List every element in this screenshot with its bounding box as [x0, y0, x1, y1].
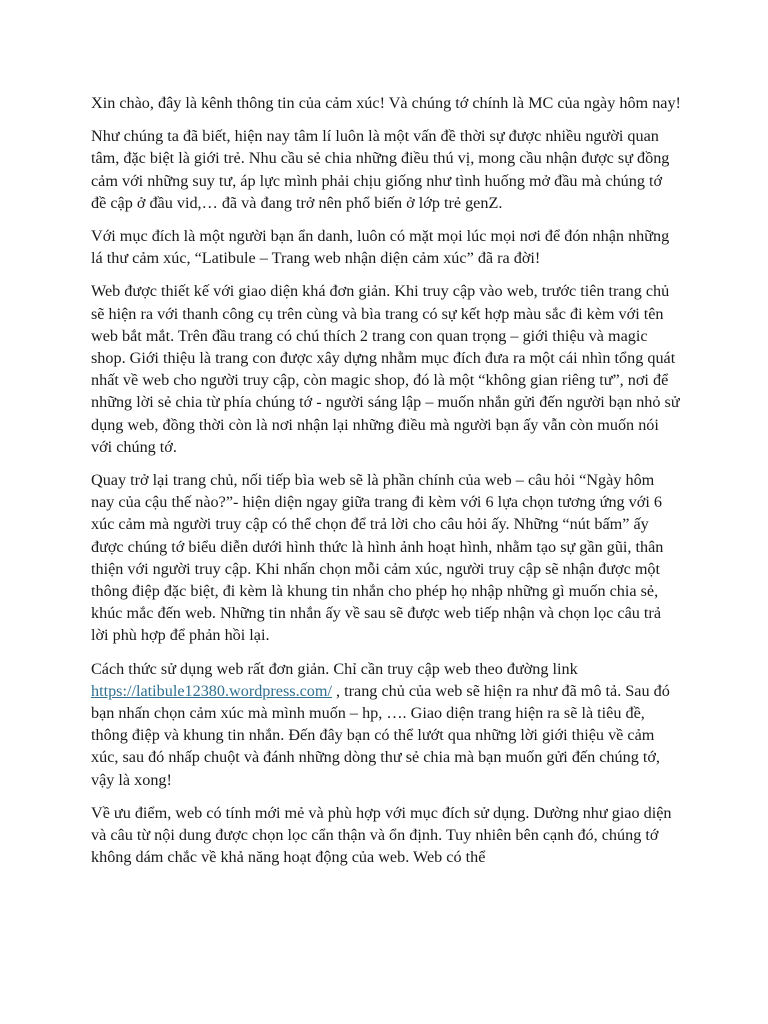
- paragraph-evaluation: Về ưu điểm, web có tính mới mẻ và phù hợp với mục đích sử dụng. Dường như giao diện và câu từ nội dung được chọn lọc cẩn thận và ổn định. Tuy nhiên bên cạnh đó, chúng tớ không dám chắc về khả năng hoạt động của web. Web có thể: [91, 803, 672, 867]
- paragraph-usage: [91, 658, 681, 791]
- usage-text-before-link: Cách thức sử dụng web rất đơn giản. Chỉ cần truy cập web theo đường link: [91, 659, 578, 678]
- usage-text-after-link: , trang chủ của web sẽ hiện ra như đã mô tả. Sau đó bạn nhấn chọn cảm xúc mà mình muốn – hp, …. Giao diện trang hiện ra sẽ là tiêu đề, thông điệp và khung tin nhắn. Đến đây bạn có thể lướt qua những lời giới thiệu về cảm xúc, sau đó nhấp chuột và đánh những dòng thư sẻ chia mà bạn muốn gửi đến chúng tớ, vậy là xong!: [91, 681, 670, 789]
- paragraph-design: Web được thiết kế với giao diện khá đơn giản. Khi truy cập vào web, trước tiên trang chủ sẽ hiện ra với thanh công cụ trên cùng và bìa trang có sự kết hợp màu sắc đi kèm với tên web bắt mắt. Trên đầu trang có chú thích 2 trang con quan trọng – giới thiệu và magic shop. Giới thiệu là trang con được xây dựng nhằm mục đích đưa ra một cái nhìn tổng quát nhất về web cho người truy cập, còn magic shop, đó là một “không gian riêng tư”, nơi để những lời sẻ chia từ phía chúng tớ - người sáng lập – muốn nhắn gửi đến người bạn nhỏ sử dụng web, đồng thời còn là nơi nhận lại những điều mà người bạn ấy vẫn còn muốn nói với chúng tớ.: [91, 282, 680, 456]
- paragraph-purpose: Với mục đích là một người bạn ẩn danh, luôn có mặt mọi lúc mọi nơi để đón nhận những lá thư cảm xúc, “Latibule – Trang web nhận diện cảm xúc” đã ra đời!: [91, 227, 670, 268]
- paragraph-greeting: Xin chào, đây là kênh thông tin của cảm xúc! Và chúng tớ chính là MC của ngày hôm nay!: [91, 94, 681, 112]
- paragraph-context: Như chúng ta đã biết, hiện nay tâm lí luôn là một vấn đề thời sự được nhiều người quan tâm, đặc biệt là giới trẻ. Nhu cầu sẻ chia những điều thú vị, mong cầu nhận được sự đồng cảm với những suy tư, áp lực mình phải chịu giống như tình huống mở đầu mà chúng tớ đề cập ở đầu vid,… đã và đang trở nên phổ biến ở lớp trẻ genZ.: [91, 127, 670, 212]
- document-body: [91, 92, 681, 880]
- website-link[interactable]: https://latibule12380.wordpress.com/: [91, 681, 332, 700]
- paragraph-homepage: Quay trở lại trang chủ, nối tiếp bìa web sẽ là phần chính của web – câu hỏi “Ngày hôm nay của cậu thế nào?”- hiện diện ngay giữa trang đi kèm với 6 lựa chọn tương ứng với 6 xúc cảm mà người truy cập có thể chọn để trả lời cho câu hỏi ấy. Những “nút bấm” ấy được chúng tớ biểu diễn dưới hình thức là hình ảnh hoạt hình, nhằm tạo sự gần gũi, thân thiện với người truy cập. Khi nhấn chọn mỗi cảm xúc, người truy cập sẽ nhận được một thông điệp đặc biệt, đi kèm là khung tin nhắn cho phép họ nhập những gì muốn chia sẻ, khúc mắc đến web. Những tin nhắn ấy về sau sẽ được web tiếp nhận và chọn lọc câu trả lời phù hợp để phản hồi lại.: [91, 471, 664, 645]
